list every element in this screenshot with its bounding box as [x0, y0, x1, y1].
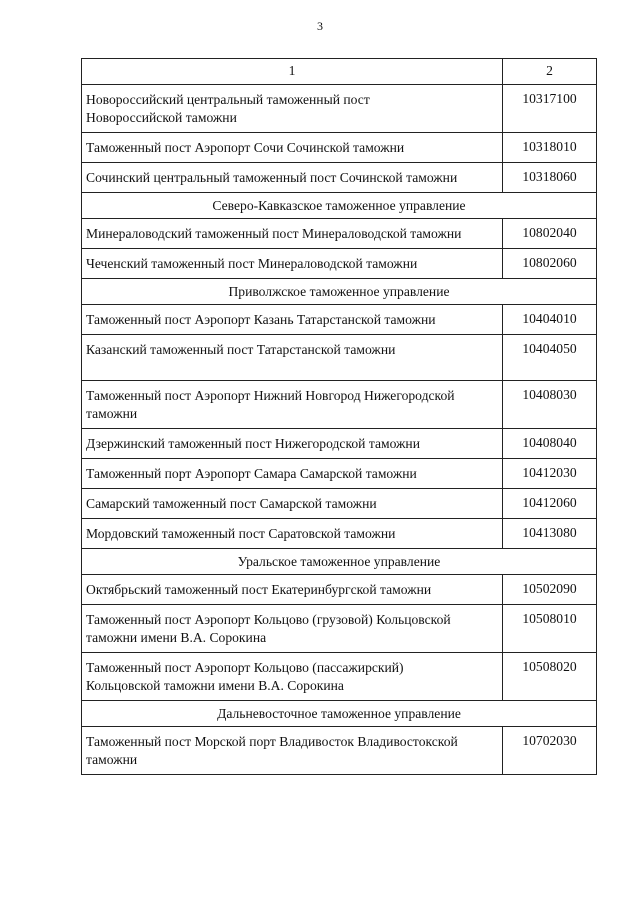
section-header-row	[82, 701, 597, 727]
table-header-row	[82, 59, 597, 85]
post-name-line: таможни	[86, 406, 138, 421]
post-name-cell	[82, 575, 503, 605]
section-title: Северо-Кавказское таможенное управление	[82, 193, 597, 219]
table-row	[82, 381, 597, 429]
section-header-row	[82, 279, 597, 305]
post-name-cell	[82, 219, 503, 249]
post-name-line: Новороссийский центральный таможенный пост	[86, 92, 370, 107]
post-code-cell: 10412060	[503, 489, 597, 519]
post-code-cell: 10508020	[503, 653, 597, 701]
post-name-line: Самарский таможенный пост Самарской таможни	[86, 496, 377, 511]
table-row	[82, 429, 597, 459]
page-number: 3	[317, 19, 323, 33]
table-row	[82, 727, 597, 775]
post-code-cell: 10802040	[503, 219, 597, 249]
post-name-line: Казанский таможенный пост Татарстанской таможни	[86, 342, 396, 357]
table-row	[82, 163, 597, 193]
post-name-cell	[82, 605, 503, 653]
table-row	[82, 575, 597, 605]
post-code-cell: 10318010	[503, 133, 597, 163]
table-row	[82, 305, 597, 335]
post-name-cell	[82, 727, 503, 775]
post-name-line: Кольцовской таможни имени В.А. Сорокина	[86, 678, 344, 693]
post-name-line: Таможенный пост Аэропорт Нижний Новгород Нижегородской	[86, 388, 455, 403]
table-row	[82, 249, 597, 279]
post-name-line: Таможенный порт Аэропорт Самара Самарской таможни	[86, 466, 417, 481]
post-code-cell: 10413080	[503, 519, 597, 549]
section-header-row	[82, 193, 597, 219]
post-name-cell	[82, 459, 503, 489]
post-code-cell: 10404010	[503, 305, 597, 335]
post-name-cell	[82, 429, 503, 459]
post-name-cell	[82, 163, 503, 193]
table-row	[82, 605, 597, 653]
post-name-cell	[82, 519, 503, 549]
post-name-line: Мордовский таможенный пост Саратовской таможни	[86, 526, 396, 541]
post-name-line: Дзержинский таможенный пост Нижегородской таможни	[86, 436, 420, 451]
table-row	[82, 133, 597, 163]
post-name-cell	[82, 335, 503, 381]
table-body	[82, 59, 597, 775]
post-code-cell: 10702030	[503, 727, 597, 775]
post-name-cell	[82, 653, 503, 701]
post-name-cell	[82, 381, 503, 429]
post-code-cell: 10317100	[503, 85, 597, 133]
table-row	[82, 85, 597, 133]
post-name-line: таможни	[86, 752, 138, 767]
post-name-line: Таможенный пост Аэропорт Сочи Сочинской таможни	[86, 140, 405, 155]
post-code-cell: 10408030	[503, 381, 597, 429]
table-row	[82, 459, 597, 489]
post-code-cell: 10404050	[503, 335, 597, 381]
post-code-cell: 10802060	[503, 249, 597, 279]
post-name-line: Октябрьский таможенный пост Екатеринбургской таможни	[86, 582, 432, 597]
section-header-row	[82, 549, 597, 575]
post-code-cell: 10508010	[503, 605, 597, 653]
post-name-line: Таможенный пост Аэропорт Казань Татарстанской таможни	[86, 312, 436, 327]
post-code-cell: 10318060	[503, 163, 597, 193]
post-code-cell: 10502090	[503, 575, 597, 605]
table-row	[82, 335, 597, 381]
post-name-cell	[82, 249, 503, 279]
section-title: Дальневосточное таможенное управление	[82, 701, 597, 727]
post-code-cell: 10412030	[503, 459, 597, 489]
table-row	[82, 519, 597, 549]
post-name-cell	[82, 305, 503, 335]
post-name-line: Сочинский центральный таможенный пост Сочинской таможни	[86, 170, 458, 185]
customs-posts-table	[81, 58, 597, 775]
column-header-2: 2	[503, 59, 597, 85]
post-name-line: таможни имени В.А. Сорокина	[86, 630, 267, 645]
column-header-1: 1	[82, 59, 503, 85]
post-code-cell: 10408040	[503, 429, 597, 459]
post-name-line: Таможенный пост Морской порт Владивосток Владивостокской	[86, 734, 458, 749]
table-row	[82, 219, 597, 249]
post-name-cell	[82, 489, 503, 519]
table-row	[82, 489, 597, 519]
post-name-line: Таможенный пост Аэропорт Кольцово (грузовой) Кольцовской	[86, 612, 451, 627]
section-title: Уральское таможенное управление	[82, 549, 597, 575]
table-row	[82, 653, 597, 701]
post-name-line: Минераловодский таможенный пост Минераловодской таможни	[86, 226, 462, 241]
post-name-line: Новороссийской таможни	[86, 110, 237, 125]
post-name-line: Чеченский таможенный пост Минераловодской таможни	[86, 256, 418, 271]
post-name-line: Таможенный пост Аэропорт Кольцово (пассажирский)	[86, 660, 404, 675]
post-name-cell	[82, 133, 503, 163]
section-title: Приволжское таможенное управление	[82, 279, 597, 305]
post-name-cell	[82, 85, 503, 133]
